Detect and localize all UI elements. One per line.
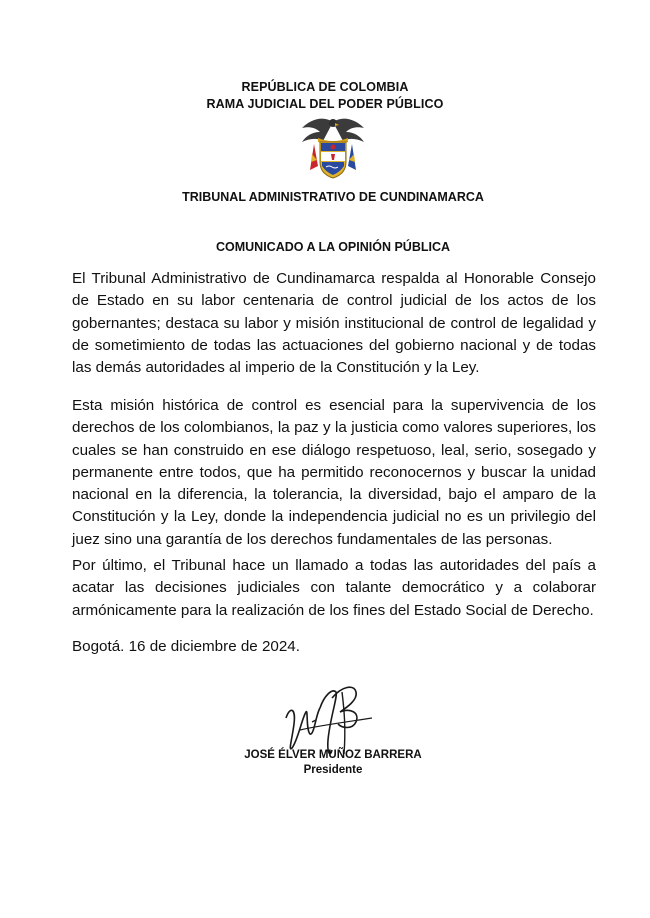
court-name: TRIBUNAL ADMINISTRATIVO DE CUNDINAMARCA bbox=[182, 190, 484, 204]
handwritten-signature bbox=[276, 678, 386, 776]
paragraph-1: El Tribunal Administrativo de Cundinamarca respalda al Honorable Consejo de Estado en su labor centenaria de control judicial de los actos de los gobernantes; destaca su labor y misión institucional de control de legalidad y de sometimiento de todas las actuaciones del gobierno nacional y de todas las demás autoridades al imperio de la Constitución y la Ley. bbox=[72, 270, 596, 377]
header-country: REPÚBLICA DE COLOMBIA bbox=[241, 80, 409, 94]
paragraph-2: Esta misión histórica de control es esencial para la supervivencia de los derechos de los colombianos, la paz y la justicia como valores superiores, los cuales se han construido en ese diálogo respetuoso, leal, serio, sosegado y permanente entre todos, que ha permitido reconocernos y buscar la unidad nacional en la diferencia, la tolerancia, la diversidad, bajo el amparo de la Constitución y la Ley, donde la independencia judicial no es un privilegio del juez sino una garantía de los derechos fundamentales de las personas. bbox=[72, 397, 596, 548]
date-line: Bogotá. 16 de diciembre de 2024. bbox=[72, 638, 300, 655]
paragraph-3: Por último, el Tribunal hace un llamado a todas las autoridades del país a acatar las decisiones judiciales con talante democrático y a colaborar armónicamente para la realización de los fines del Estado Social de Derecho. bbox=[72, 557, 596, 619]
signer-name: JOSÉ ÉLVER MUÑOZ BARRERA bbox=[244, 749, 422, 761]
signer-title: Presidente bbox=[303, 764, 363, 776]
header-branch: RAMA JUDICIAL DEL PODER PÚBLICO bbox=[206, 97, 444, 111]
colombia-coat-of-arms-icon bbox=[296, 114, 370, 184]
document-title: COMUNICADO A LA OPINIÓN PÚBLICA bbox=[215, 240, 451, 254]
